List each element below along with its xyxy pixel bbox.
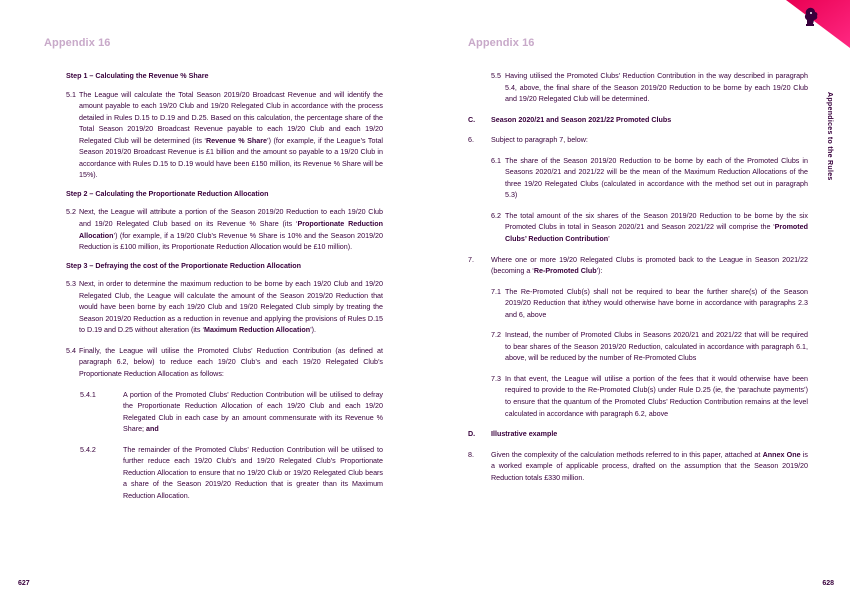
- paragraph-5-4-1: [80, 390, 383, 436]
- paragraph-number: 6.2: [491, 211, 501, 220]
- paragraph-6: [468, 135, 808, 147]
- defined-term: Promoted Clubs’ Reduction Contribution: [505, 223, 808, 244]
- paragraph-text: ’):: [596, 267, 603, 276]
- paragraph-text: ’) (for example, if the League’s Total Season 2019/20 Broadcast Revenue is £1 billion and the amount so payable to a 19/20 Club in accordance with Rules D.15 to D.19 would have been £150 million, its Revenue % Share will be 15%).: [79, 136, 383, 180]
- page-number: 627: [18, 580, 30, 587]
- paragraph-number: 7.1: [491, 287, 501, 296]
- paragraph-number: 6.: [468, 136, 474, 145]
- step-3-heading: Step 3 – Defraying the cost of the Proportionate Reduction Allocation: [66, 261, 302, 270]
- paragraph-text: Next, the League will attribute a portion of the Season 2019/20 Reduction to each 19/20 Club and 19/20 Relegated Club based on its Revenue % Share (its ‘: [79, 208, 383, 229]
- right-column: [468, 71, 808, 484]
- paragraph-7: [468, 255, 808, 278]
- paragraph-7-3: [468, 374, 808, 420]
- paragraph-text: Next, in order to determine the maximum reduction to be borne by each 19/20 Club and 19/20 Relegated Club, the League will calculate the amount of the Season 2019/20 Reduction that would have been borne by each 19/20 Club and 19/20 Relegated Club simply by treating the Season 2019/20 Reduction as a reduction in revenue and applying the provisions of Rules D.15 to D.19 and D.25 without alteration (its ‘: [79, 280, 383, 335]
- paragraph-number: 5.2: [66, 208, 76, 217]
- section-d-heading: [468, 429, 808, 441]
- paragraph-text: Finally, the League will utilise the Promoted Clubs’ Reduction Contribution (as defined at paragraph 6.2, below) to reduce each 19/20 Club’s and each 19/20 Relegated Club’s Proportionate Reduction Allocation as follows:: [79, 346, 383, 379]
- brand-corner-graphic: [778, 0, 850, 48]
- paragraph-number: 7.: [468, 255, 474, 264]
- paragraph-text: Where one or more 19/20 Relegated Clubs is promoted back to the League in Season 2021/22 (becoming a ‘: [491, 255, 808, 276]
- paragraph-text: Having utilised the Promoted Clubs’ Reduction Contribution in the way described in paragraph 5.4, above, the final share of the Season 2019/20 Reduction to be borne by each 19/20 Club and 19/20 Relegated Club will be determined.: [505, 72, 808, 104]
- paragraph-5-5: [469, 71, 808, 106]
- paragraph-text: A portion of the Promoted Clubs’ Reduction Contribution will be utilised to defray the Proportionate Reduction Allocation of each 19/20 Club and each 19/20 Relegated Club in each case by an amount commensurate with its Revenue % Share;: [123, 390, 383, 434]
- paragraph-text: The Re-Promoted Club(s) shall not be required to bear the further share(s) of the Season 2019/20 Reduction that it/they would otherwise have borne in accordance with paragraphs 2.3 and 6, above: [505, 287, 808, 319]
- annex-reference: Annex One: [762, 450, 801, 459]
- appendix-header: Appendix 16: [44, 37, 111, 49]
- paragraph-6-2: [468, 211, 808, 246]
- paragraph-number: 7.2: [491, 331, 501, 340]
- paragraph-text: ’) (for example, if a 19/20 Club’s Revenue % Share is 10% and the Season 2019/20 Reduction is £100 million, its Proportionate Reduction Allocation would be £10 million).: [79, 231, 383, 252]
- paragraph-text: ’).: [310, 326, 317, 335]
- paragraph-text: The share of the Season 2019/20 Reduction to be borne by each of the Promoted Clubs in Seasons 2020/21 and 2021/22 will be the mean of the Maximum Reduction Allocations of the three 19/20 Relegated Clubs (calculated in accordance with the method set out in paragraph 5.3): [505, 156, 808, 200]
- section-number: D.: [468, 430, 476, 439]
- section-number: C.: [468, 115, 476, 124]
- paragraph-text: The total amount of the six shares of the Season 2019/20 Reduction to be borne by the six Promoted Clubs in total in Season 2020/21 and Season 2021/22 will comprise the ‘: [505, 211, 808, 232]
- paragraph-number: 5.4.1: [80, 390, 96, 399]
- step-1-heading: Step 1 – Calculating the Revenue % Share: [66, 72, 209, 80]
- section-title: Illustrative example: [491, 430, 558, 439]
- section-title: Season 2020/21 and Season 2021/22 Promoted Clubs: [491, 115, 672, 124]
- paragraph-number: 7.3: [491, 374, 501, 383]
- paragraph-number: 5.5: [491, 72, 501, 80]
- defined-term: Proportionate Reduction Allocation: [79, 220, 383, 240]
- paragraph-number: 5.4.2: [80, 445, 96, 454]
- defined-term: Revenue % Share: [206, 136, 267, 145]
- appendix-header: Appendix 16: [468, 37, 535, 49]
- section-c-heading: [468, 115, 808, 127]
- paragraph-number: 5.1: [66, 90, 76, 99]
- paragraph-5-4-2: [80, 445, 383, 503]
- paragraph-text: Subject to paragraph 7, below:: [491, 136, 588, 145]
- paragraph-number: 5.4: [66, 346, 76, 355]
- paragraph-number: 8.: [468, 450, 474, 459]
- emphasis-and: and: [146, 425, 159, 434]
- page-number: 628: [822, 580, 834, 587]
- paragraph-text: Instead, the number of Promoted Clubs in Seasons 2020/21 and 2021/22 that will be required to bear shares of the Season 2019/20 Reduction, calculated in accordance with paragraph 6.1, above, will be reduced by the number of Re-Promoted Clubs: [505, 331, 808, 363]
- paragraph-5-2: [66, 207, 383, 253]
- paragraph-7-1: [468, 287, 808, 322]
- defined-term: Re-Promoted Club: [533, 267, 597, 276]
- paragraph-number: 5.3: [66, 280, 76, 289]
- left-column: [66, 71, 383, 503]
- paragraph-number: 6.1: [491, 156, 501, 165]
- paragraph-5-1: [66, 90, 383, 182]
- paragraph-text: Given the complexity of the calculation methods referred to in this paper, attached at: [491, 450, 763, 459]
- paragraph-text: In that event, the League will utilise a portion of the fees that it would otherwise have been required to provide to the Re-Promoted Club(s) under Rule D.25 (ie, the ‘parachute payments’) to ensure that the quantum of the Promoted Clubs’ Reduction Contribution remains at the level calculated in accordance with paragraph 6.2, above: [505, 374, 808, 418]
- side-section-label: Appendices to the Rules: [826, 92, 833, 181]
- paragraph-text: The League will calculate the Total Season 2019/20 Broadcast Revenue and will identify the amount payable to each 19/20 Club and 19/20 Relegated Club in accordance with the process detailed in Rules D.15 to D.19 and D.25. Based on this calculation, the percentage share of the Total Season 2019/20 Broadcast Revenue payable to each 19/20 Club and each 19/20 Relegated Club will be determined (its ‘: [79, 90, 383, 145]
- step-2-heading: Step 2 – Calculating the Proportionate Reduction Allocation: [66, 189, 269, 198]
- paragraph-5-4: [66, 346, 383, 381]
- defined-term: Maximum Reduction Allocation: [204, 326, 311, 335]
- paragraph-text: ’: [608, 235, 610, 244]
- paragraph-text: The remainder of the Promoted Clubs’ Reduction Contribution will be utilised to further reduce each 19/20 Club’s and 19/20 Relegated Club’s Proportionate Reduction Allocation to ensure that no 19/20 Club or 19/20 Relegated Club bears a share of the Season 2019/20 Reduction that is greater than its Maximum Reduction Allocation.: [123, 445, 383, 500]
- paragraph-6-1: [468, 156, 808, 202]
- paragraph-8: [468, 450, 808, 485]
- paragraph-7-2: [468, 330, 808, 365]
- paragraph-text: is a worked example of applicable process, drafted on the assumption that the Season 2019/20 Reduction totals £330 million.: [491, 450, 808, 482]
- paragraph-5-3: [66, 279, 383, 337]
